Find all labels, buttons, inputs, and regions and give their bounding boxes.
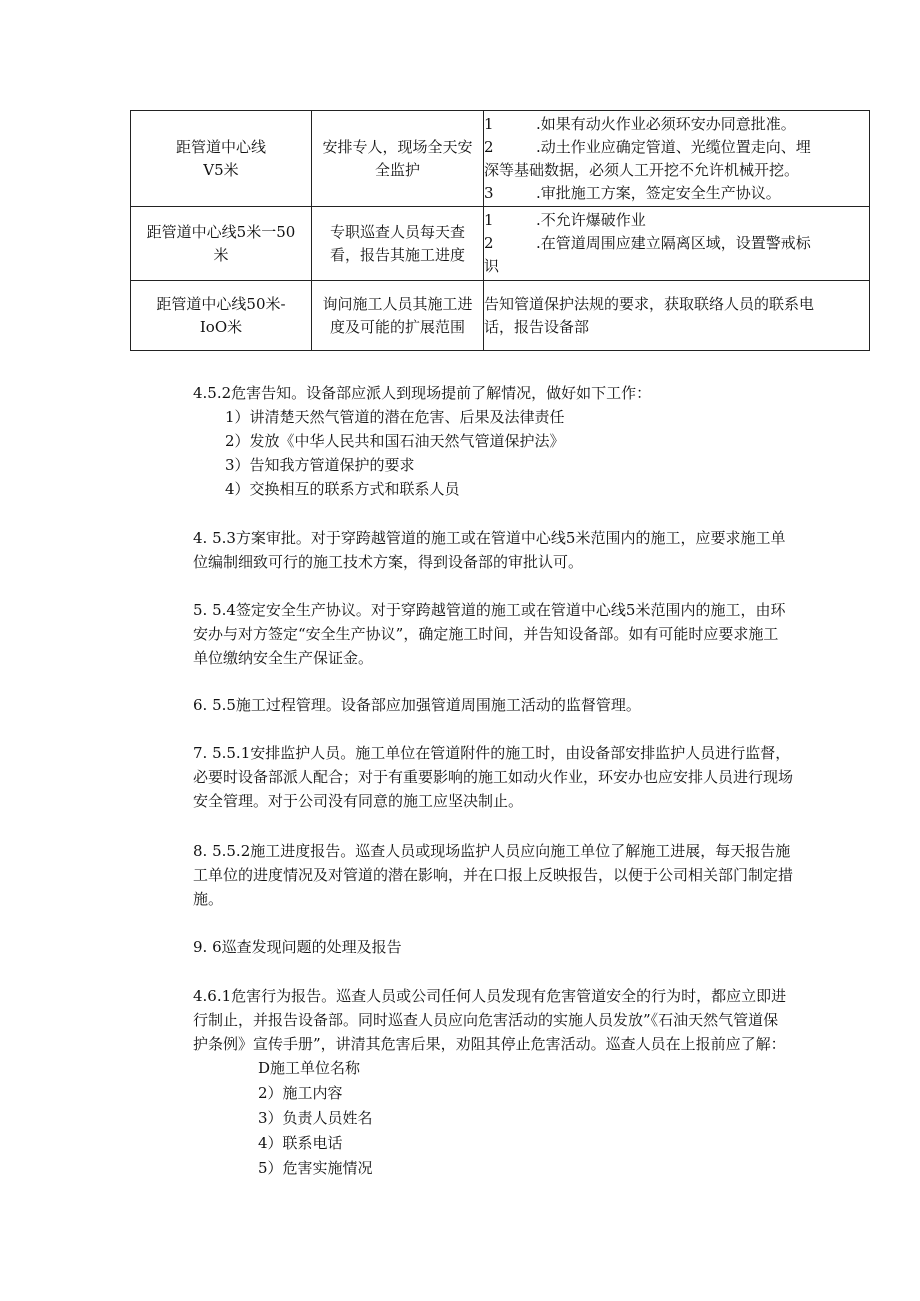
paragraph-line: 施。 <box>193 890 224 908</box>
paragraph-line: 必要时设备部派人配合；对于有重要影响的施工如动火作业，环安办也应安排人员进行现场 <box>193 768 794 786</box>
table-row <box>131 111 870 207</box>
requirement-text: 识 <box>484 257 500 275</box>
range-line: 距管道中心线50米- <box>156 294 286 313</box>
range-cell <box>131 281 312 351</box>
section-4-5-5-2 <box>193 839 873 911</box>
action-line: 专职巡查人员每天查 <box>329 222 465 241</box>
list-item: 4）联系电话 <box>258 1134 343 1152</box>
section-4-5-4 <box>193 598 873 670</box>
paragraph-line: 8. 5.5.2施工进度报告。巡查人员或现场监护人员应向施工单位了解施工进展，每天报告施 <box>193 842 791 860</box>
section-4-6 <box>193 935 873 959</box>
section-4-5-2-heading: 4.5.2危害告知。设备部应派人到现场提前了解情况，做好如下工作： <box>193 384 652 402</box>
requirement-line <box>484 255 869 278</box>
list-item: 1）讲清楚天然气管道的潜在危害、后果及法律责任 <box>225 408 565 426</box>
requirement-text: .动土作业应确定管道、光缆位置走向、埋 <box>536 137 811 156</box>
paragraph-line: 4.6.1危害行为报告。巡查人员或公司任何人员发现有危害管道安全的行为时，都应立即进 <box>193 987 787 1005</box>
list-item: 5）危害实施情况 <box>258 1159 373 1177</box>
paragraph-line: 工单位的进度情况及对管道的潜在影响，并在口报上反映报告，以便于公司相关部门制定措 <box>193 866 794 884</box>
paragraph-line: 位编制细致可行的施工技术方案，得到设备部的审批认可。 <box>193 553 584 571</box>
section-4-5-5 <box>193 693 873 717</box>
requirement-number: 2 <box>484 234 494 252</box>
table-row <box>131 281 870 351</box>
range-line: 距管道中心线5米一50 <box>146 222 296 241</box>
range-line: IoO米 <box>199 317 243 336</box>
requirement-cell <box>484 281 870 351</box>
range-cell <box>131 207 312 281</box>
range-line: 距管道中心线 <box>175 137 266 156</box>
requirement-line <box>484 113 869 136</box>
paragraph-line: 5. 5.4签定安全生产协议。对于穿跨越管道的施工或在管道中心线5米范围内的施工，由环 <box>193 601 786 619</box>
table-row <box>131 207 870 281</box>
paragraph-line: 7. 5.5.1安排监护人员。施工单位在管道附件的施工时，由设备部安排监护人员进行监督， <box>193 744 791 762</box>
requirement-line: 话，报告设备部 <box>484 317 590 336</box>
requirement-cell <box>484 207 870 281</box>
requirement-line <box>484 182 869 205</box>
range-line: V5米 <box>203 160 239 179</box>
paragraph-line: 6. 5.5施工过程管理。设备部应加强管道周围施工活动的监督管理。 <box>193 696 641 714</box>
section-4-5-5-1 <box>193 741 873 813</box>
requirement-number: 2 <box>484 137 494 156</box>
section-4-6-1 <box>193 984 873 1056</box>
requirement-line <box>484 136 869 159</box>
range-cell <box>131 111 312 207</box>
pipeline-protection-table <box>130 110 870 351</box>
requirement-cell <box>484 111 870 207</box>
requirement-text: .不允许爆破作业 <box>536 211 646 229</box>
requirement-line: 告知管道保护法规的要求，获取联络人员的联系电 <box>484 294 815 313</box>
paragraph-line: 安全管理。对于公司没有同意的施工应坚决制止。 <box>193 792 524 810</box>
action-line: 安排专人，现场全天安 <box>322 137 473 156</box>
list-item: 3）告知我方管道保护的要求 <box>225 456 415 474</box>
requirement-text: 深等基础数据，必须人工开挖不允许机械开挖。 <box>484 160 800 179</box>
paragraph-line: 单位缴纳安全生产保证金。 <box>193 649 374 667</box>
list-item: 3）负责人员姓名 <box>258 1109 373 1127</box>
list-item: D施工单位名称 <box>258 1059 361 1077</box>
requirement-number: 1 <box>484 211 494 229</box>
requirement-number: 3 <box>484 183 494 202</box>
requirement-text: .在管道周围应建立隔离区域，设置警戒标 <box>536 234 811 252</box>
requirement-text: .审批施工方案，签定安全生产协议。 <box>536 183 781 202</box>
requirement-line <box>484 232 869 255</box>
paragraph-line: 安办与对方签定“安全生产协议”，确定施工时间，并告知设备部。如有可能时应要求施工 <box>193 625 779 643</box>
action-cell <box>312 281 484 351</box>
section-4-5-3 <box>193 526 873 574</box>
action-line: 度及可能的扩展范围 <box>329 317 465 336</box>
range-line: 米 <box>213 245 229 264</box>
requirement-line <box>484 159 869 182</box>
list-item: 2）发放《中华人民共和国石油天然气管道保护法》 <box>225 432 565 450</box>
paragraph-line: 4. 5.3方案审批。对于穿跨越管道的施工或在管道中心线5米范围内的施工，应要求施工单 <box>193 529 786 547</box>
action-cell <box>312 111 484 207</box>
requirement-text: .如果有动火作业必须环安办同意批准。 <box>536 114 796 133</box>
requirement-number: 1 <box>484 114 494 133</box>
action-line: 询问施工人员其施工进 <box>322 294 473 313</box>
action-line: 全监护 <box>374 160 420 179</box>
list-item: 4）交换相互的联系方式和联系人员 <box>225 480 460 498</box>
paragraph-line: 行制止，并报告设备部。同时巡查人员应向危害活动的实施人员发放”《石油天然气管道保 <box>193 1011 779 1029</box>
action-cell <box>312 207 484 281</box>
paragraph-line: 9. 6巡查发现问题的处理及报告 <box>193 938 402 956</box>
paragraph-line: 护条例》宣传手册”，讲清其危害后果，劝阻其停止危害活动。巡查人员在上报前应了解： <box>193 1035 786 1053</box>
list-item: 2）施工内容 <box>258 1084 343 1102</box>
action-line: 看，报告其施工进度 <box>329 245 465 264</box>
requirement-line <box>484 209 869 232</box>
